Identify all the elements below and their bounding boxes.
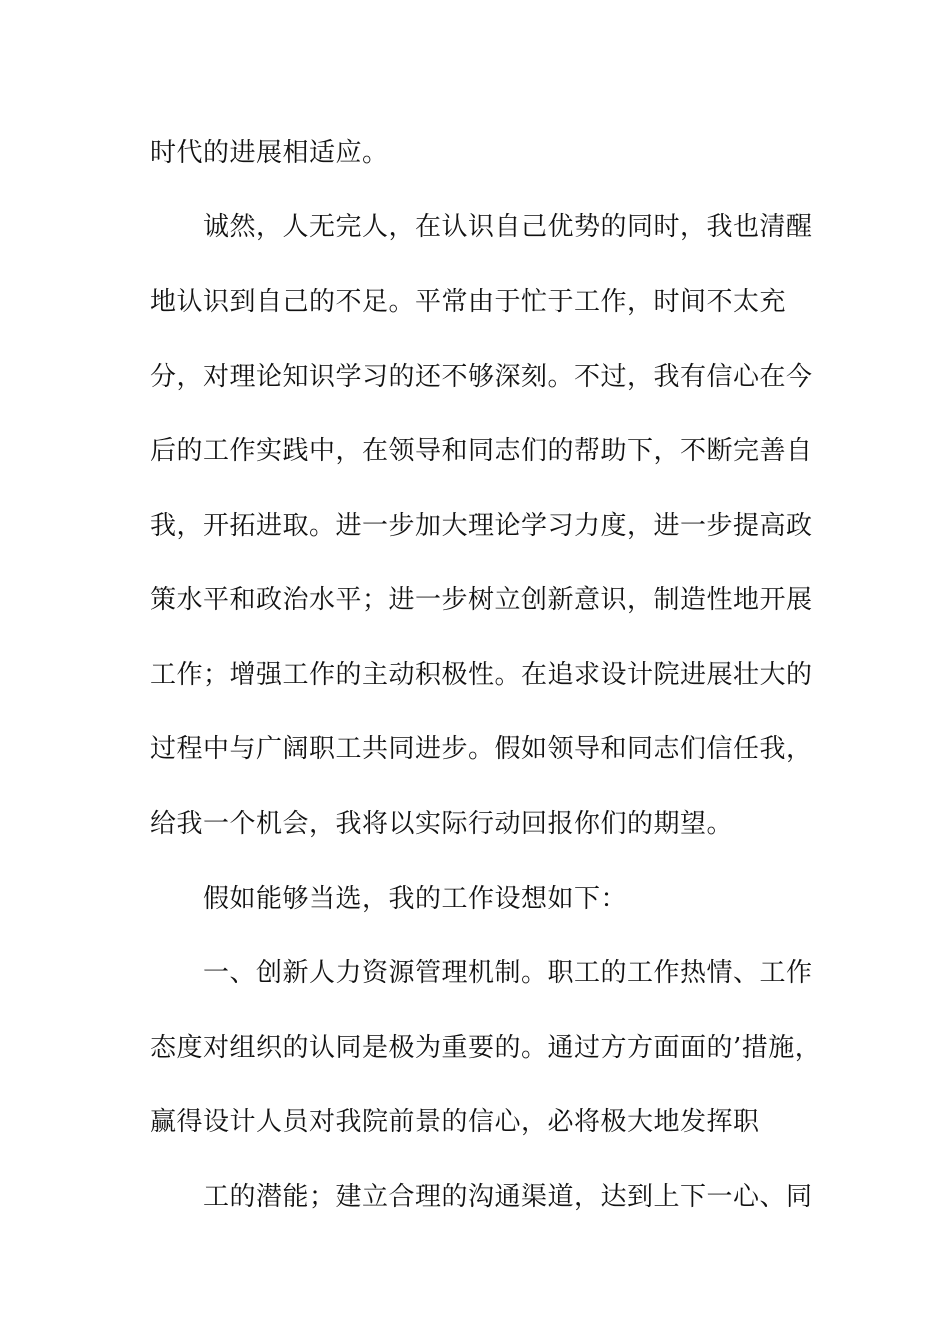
paragraph-line: 工作；增强工作的主动积极性。在追求设计院进展壮大的 <box>150 660 813 690</box>
paragraph-line: 时代的进展相适应。 <box>150 138 389 168</box>
paragraph-line: 假如能够当选，我的工作设想如下： <box>203 884 628 914</box>
paragraph-line: 一、创新人力资源管理机制。职工的工作热情、工作 <box>203 958 813 988</box>
paragraph-line: 分，对理论知识学习的还不够深刻。不过，我有信心在今 <box>150 362 813 392</box>
paragraph-line: 后的工作实践中，在领导和同志们的帮助下，不断完善自 <box>150 436 813 466</box>
paragraph-line: 态度对组织的认同是极为重要的。通过方方面面的’措施， <box>150 1033 822 1063</box>
paragraph-line: 赢得设计人员对我院前景的信心，必将极大地发挥职 <box>150 1107 760 1137</box>
paragraph-line: 给我一个机会，我将以实际行动回报你们的期望。 <box>150 809 734 839</box>
paragraph-line: 我，开拓进取。进一步加大理论学习力度，进一步提高政 <box>150 511 813 541</box>
paragraph-line: 策水平和政治水平；进一步树立创新意识，制造性地开展 <box>150 585 813 615</box>
paragraph-line: 过程中与广阔职工共同进步。假如领导和同志们信任我， <box>150 734 813 764</box>
paragraph-line: 诚然，人无完人，在认识自己优势的同时，我也清醒 <box>203 212 813 242</box>
paragraph-line: 工的潜能；建立合理的沟通渠道，达到上下一心、同 <box>203 1182 813 1212</box>
paragraph-line: 地认识到自己的不足。平常由于忙于工作，时间不太充 <box>150 287 787 317</box>
